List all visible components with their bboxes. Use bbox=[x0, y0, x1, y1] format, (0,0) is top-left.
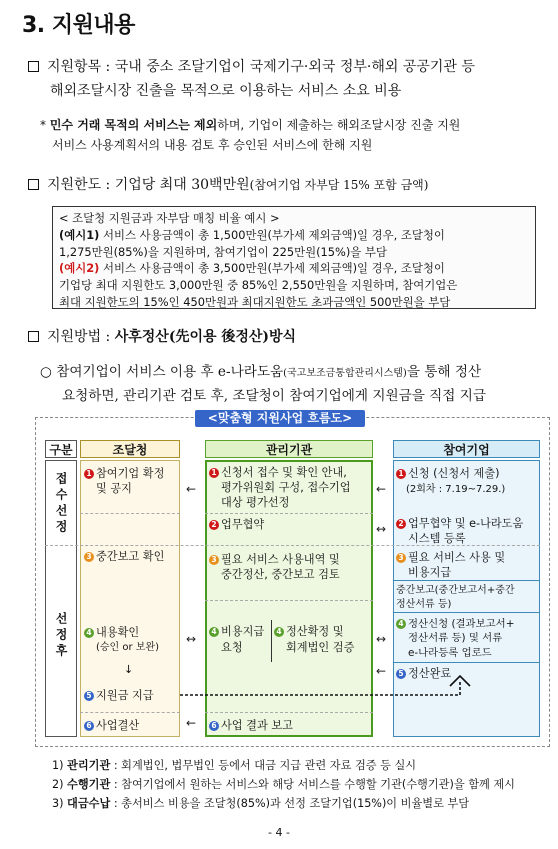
matching-ratio-examples bbox=[52, 206, 536, 309]
example2-line2: 기업당 최대 지원한도 3,000만원 중 85%인 2,550만원을 지원하며, 참여기업은 bbox=[59, 278, 458, 293]
scope-note-line2: 서비스 사용계획서의 내용 검토 후 승인된 서비스에 한해 지원 bbox=[52, 138, 373, 152]
pps-step1: 1 참여기업 확정 bbox=[84, 466, 164, 481]
row-divider bbox=[80, 513, 180, 514]
firm-step2-cont: 시스템 등록 bbox=[408, 532, 466, 545]
mgmt-step4b: 4 정산확정 및 bbox=[274, 624, 344, 639]
mgmt-step1-cont1: 평가위원회 구성, 접수기업 bbox=[221, 481, 351, 494]
bidirectional-arrow-icon: ↔ bbox=[376, 522, 387, 536]
row-divider bbox=[205, 600, 373, 601]
support-scope-line2: 해외조달시장 진출을 목적으로 이용하는 서비스 소요 비용 bbox=[50, 83, 402, 99]
section-title: 3. 지원내용 bbox=[22, 13, 135, 38]
checkbox-square-icon bbox=[28, 179, 39, 190]
footnote-3: 3) 대금수납 : 총서비스 비용을 조달청(85%)과 선정 조달기업(15%)이 비율별로 부담 bbox=[52, 797, 470, 810]
firm-step4-cont1: 정산서류 등) 및 서류 bbox=[408, 632, 503, 644]
phase-label-1: 접수선정 bbox=[54, 472, 68, 536]
row-divider bbox=[205, 513, 373, 514]
mgmt-step3-cont: 중간정산, 중간보고 검토 bbox=[221, 568, 340, 581]
method-detail-line1: ○ 참여기업이 서비스 이용 후 e-나라도움(국고보조금통합관리시스템)을 통해 정산 bbox=[40, 364, 482, 380]
flow-diagram-title: <맞춤형 지원사업 흐름도> bbox=[195, 410, 365, 427]
footnote-2: 2) 수행기관 : 참여기업에서 원하는 서비스와 해당 서비스를 수행할 기관(수행기관)을 함께 제시 bbox=[52, 778, 515, 791]
left-arrow-icon: ← bbox=[186, 716, 197, 730]
bidirectional-arrow-icon: ↔ bbox=[186, 632, 197, 646]
row-divider bbox=[205, 712, 373, 713]
firm-step3: 3 필요 서비스 사용 및 bbox=[396, 550, 505, 565]
pps-step4: 4 내용확인 bbox=[84, 625, 139, 640]
mgmt-step1-cont2: 대상 평가선정 bbox=[221, 496, 290, 509]
down-arrow-icon: ↓ bbox=[124, 663, 134, 676]
pps-step3: 3 중간보고 확인 bbox=[84, 549, 164, 564]
row-divider bbox=[393, 662, 540, 663]
bidirectional-arrow-icon: ↔ bbox=[376, 632, 387, 646]
support-limit: 지원한도 : 기업당 최대 30백만원(참여기업 자부담 15% 포함 금액) bbox=[28, 174, 428, 194]
col-header-gubun: 구분 bbox=[45, 440, 77, 458]
left-arrow-icon: ← bbox=[186, 482, 197, 496]
row-divider bbox=[80, 712, 180, 713]
mgmt-inner-divider bbox=[271, 620, 272, 662]
payment-flow-connector bbox=[175, 672, 475, 702]
phase-divider bbox=[45, 545, 540, 546]
checkbox-square-icon bbox=[28, 331, 39, 342]
support-method: 지원방법 : 사후정산(先이용 後정산)방식 bbox=[28, 326, 296, 346]
firm-step1: 1 신청 (신청서 제출) bbox=[396, 466, 500, 481]
example2-line3: 최대 지원한도의 15%인 450만원과 최대지원한도 초과금액인 500만원을 부담 bbox=[59, 294, 451, 309]
row-divider bbox=[393, 580, 540, 581]
phase-label-2: 선정후 bbox=[54, 612, 68, 660]
row-divider bbox=[393, 612, 540, 613]
firm-step3-cont: 비용지급 bbox=[408, 566, 452, 579]
firm-midreport: 중간보고(중간보고서+중간 bbox=[396, 585, 515, 596]
support-scope-line1: 지원항목 : 국내 중소 조달기업이 국제기구·외국 정부·해외 공공기관 등 bbox=[28, 56, 475, 76]
firm-step1-cont: (2회차 : 7.19~7.29.) bbox=[406, 484, 506, 495]
firm-midreport-cont: 정산서류 등) bbox=[396, 599, 452, 610]
footnote-1: 1) 관리기관 : 회계법인, 법무법인 등에서 대금 지급 관련 자료 검증 등 실시 bbox=[52, 759, 417, 772]
mgmt-step4a: 4 비용지급 bbox=[209, 624, 264, 639]
col-header-firm: 참여기업 bbox=[393, 440, 540, 458]
pps-step4-cont: (승인 or 보완) bbox=[96, 642, 160, 653]
method-detail-line2: 요청하면, 관리기관 검토 후, 조달청이 참여기업에게 지원금을 직접 지급 bbox=[62, 388, 487, 404]
col-header-pps: 조달청 bbox=[80, 440, 180, 458]
firm-step4-cont2: e-나라등록 업로드 bbox=[408, 647, 492, 659]
checkbox-square-icon bbox=[28, 61, 39, 72]
mgmt-step6: 6 사업 결과 보고 bbox=[209, 718, 293, 733]
firm-step4: 4 정산신청 (결과보고서+ bbox=[396, 616, 514, 632]
left-arrow-icon: ← bbox=[376, 664, 387, 678]
pps-step5: 5 지원금 지급 bbox=[84, 688, 154, 703]
example2-line1: (예시2) 서비스 사용금액이 총 3,500만원(부가세 제외금액)일 경우, 조달청이 bbox=[59, 261, 445, 276]
col-header-mgmt: 관리기관 bbox=[205, 440, 373, 458]
example1-line1: (예시1) 서비스 사용금액이 총 1,500만원(부가세 제외금액)일 경우, 조달청이 bbox=[59, 227, 445, 242]
firm-step5: 5 정산완료 bbox=[396, 666, 451, 681]
mgmt-step2: 2 업무협약 bbox=[209, 517, 264, 532]
scope-note-line1: * 민수 거래 목적의 서비스는 제외하며, 기업이 제출하는 해외조달시장 진출 지원 bbox=[40, 118, 461, 132]
page-number: - 4 - bbox=[268, 826, 290, 839]
mgmt-step1: 1 신청서 접수 및 확인 안내, bbox=[209, 465, 347, 480]
left-arrow-icon: ← bbox=[376, 482, 387, 496]
pps-step6: 6 사업결산 bbox=[84, 718, 139, 733]
example1-line2: 1,275만원(85%)을 지원하며, 참여기업이 225만원(15%)을 부담 bbox=[59, 244, 387, 259]
pps-step1-cont: 및 공지 bbox=[96, 482, 132, 495]
firm-step2: 2 업무협약 및 e-나라도움 bbox=[396, 516, 523, 531]
mgmt-step4a-cont: 요청 bbox=[221, 641, 243, 654]
examples-header: < 조달청 지원금과 자부담 매칭 비율 예시 > bbox=[59, 211, 280, 225]
mgmt-step4b-cont: 회계법인 검증 bbox=[286, 641, 355, 654]
mgmt-step3: 3 필요 서비스 사용내역 및 bbox=[209, 552, 340, 567]
